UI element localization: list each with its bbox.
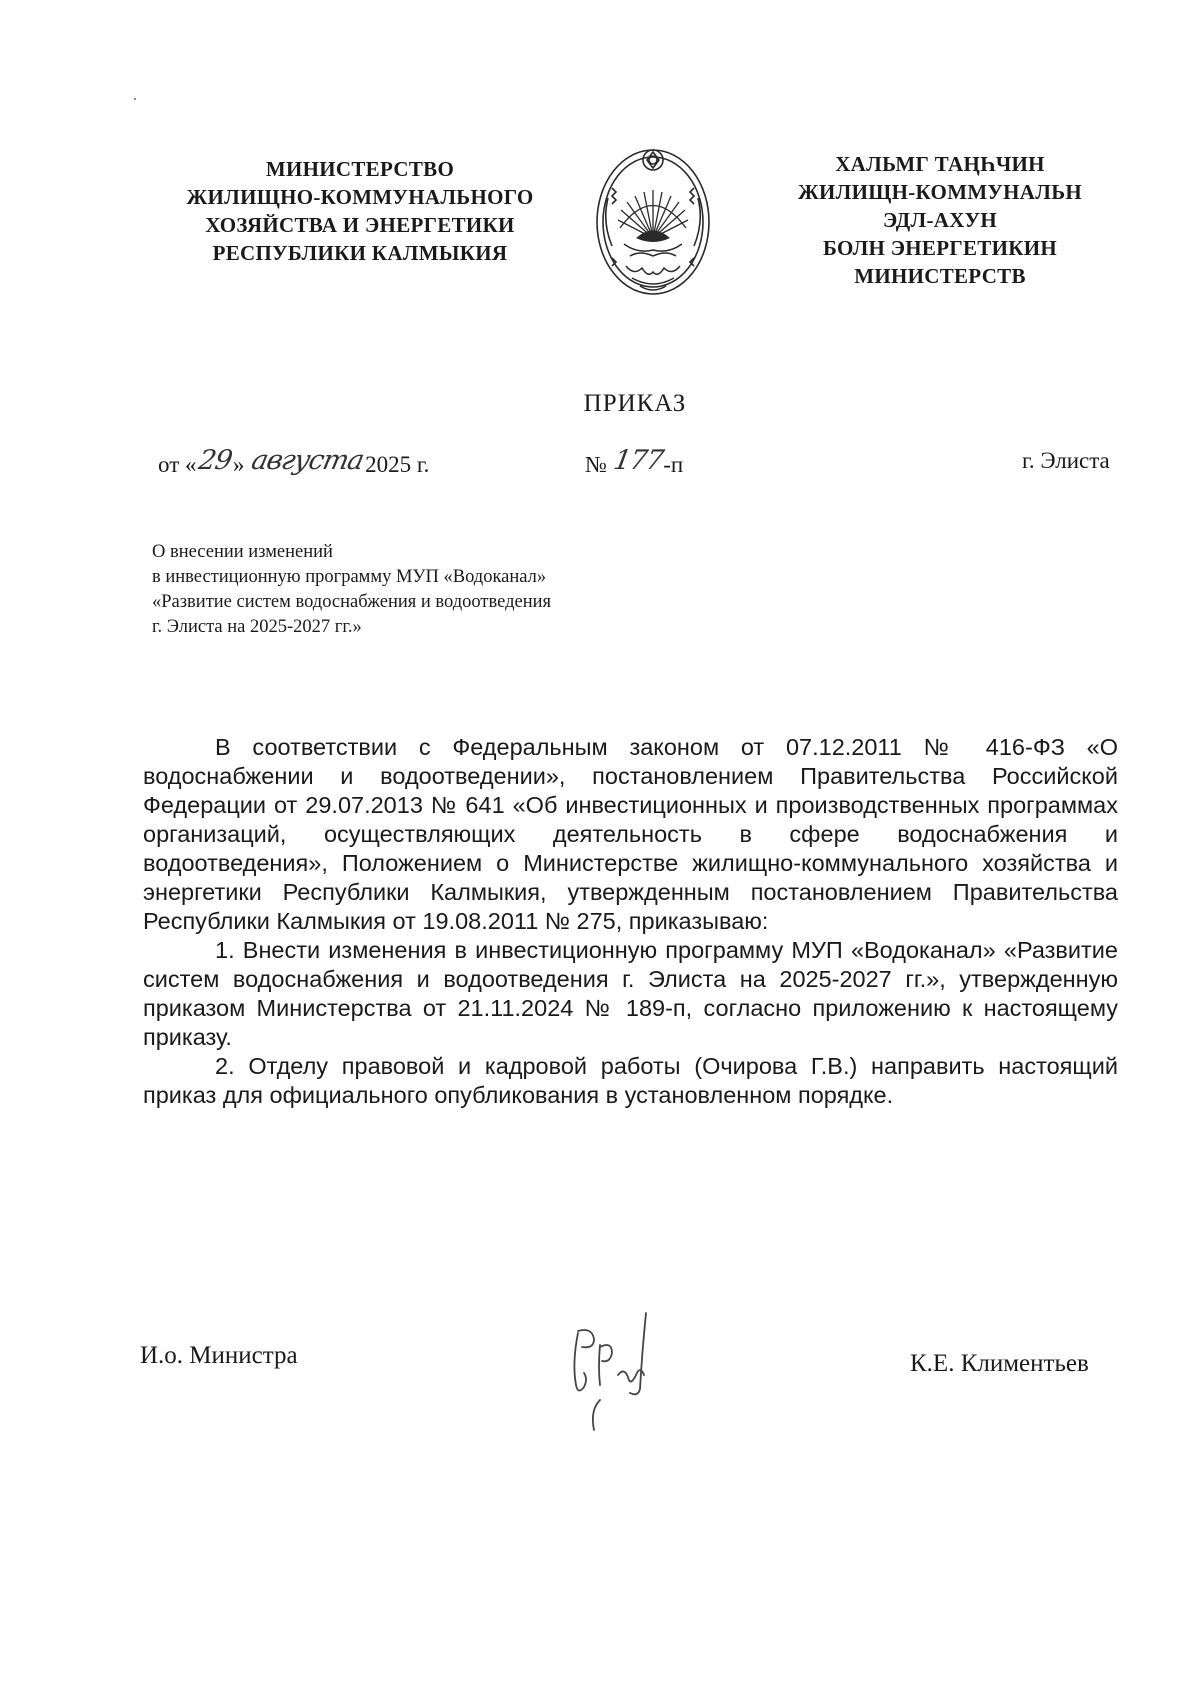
subject-line: в инвестиционную программу МУП «Водоканал» [152, 567, 547, 587]
date-suffix: 2025 г. [365, 452, 430, 477]
date-month: августа [248, 445, 367, 476]
header-right-line: ЭДЛ-АХУН [882, 208, 998, 232]
body-item-2: 2. Отделу правовой и кадровой работы (Очирова Г.В.) направить настоящий приказ для официального опубликования в установленном порядке. [143, 1053, 1118, 1108]
number-suffix: -п [663, 452, 684, 477]
date-prefix: от « [158, 452, 197, 477]
signature-icon [560, 1305, 670, 1435]
date-mid: » [232, 452, 251, 477]
header-left-line: РЕСПУБЛИКИ КАЛМЫКИЯ [212, 241, 508, 265]
order-date [158, 445, 430, 479]
header-right-line: ХАЛЬМГ ТАҢҺЧИН [835, 152, 1045, 176]
number-prefix: № [585, 452, 613, 477]
header-right-line: МИНИСТЕРСТВ [854, 264, 1026, 288]
order-subject [152, 540, 551, 640]
header-left-line: ХОЗЯЙСТВА И ЭНЕРГЕТИКИ [205, 213, 515, 237]
header-right-line: ЖИЛИЩН-КОММУНАЛЬН [797, 180, 1083, 204]
number-value: 177 [610, 445, 665, 476]
body-item-1: 1. Внести изменения в инвестиционную программу МУП «Водоканал» «Развитие систем водоснабжения и водоотведения г. Элиста на 2025-2027 гг.», утвержденную приказом Министерства от 21.11.2024 № 189-п, согласно приложению к настоящему приказу. [143, 937, 1118, 1050]
header-left-line: ЖИЛИЩНО-КОММУНАЛЬНОГО [186, 185, 534, 209]
order-number [585, 445, 684, 479]
header-right-line: БОЛН ЭНЕРГЕТИКИН [822, 236, 1058, 260]
subject-line: «Развитие систем водоснабжения и водоотведения [152, 592, 552, 612]
ministry-name-kalmyk [790, 150, 1090, 290]
scan-speck [134, 98, 136, 100]
order-body [143, 733, 1118, 1110]
header-left-line: МИНИСТЕРСТВО [265, 157, 455, 181]
date-day: 29 [195, 445, 234, 476]
subject-line: г. Элиста на 2025-2027 гг.» [152, 617, 362, 637]
signatory-name: К.Е. Климентьев [910, 1350, 1089, 1377]
subject-line: О внесении изменений [152, 542, 333, 562]
body-preamble: В соответствии с Федеральным законом от 07.12.2011 № 416-ФЗ «О водоснабжении и водоотведении», постановлением Правительства Российской Федерации от 29.07.2013 № 641 «Об инвестиционных и производственных программах организаций, осуществляющих деятельность в сфере водоснабжения и водоотведения», Положением о Министерстве жилищно-коммунального хозяйства и энергетики Республики Калмыкия, утвержденным постановлением Правительства Республики Калмыкия от 19.08.2011 № 275, приказываю: [143, 734, 1118, 934]
order-city: г. Элиста [1022, 448, 1110, 473]
ministry-name-russian [175, 155, 545, 267]
document-title: ПРИКАЗ [583, 390, 687, 417]
emblem-icon [590, 138, 716, 304]
signatory-role: И.о. Министра [140, 1342, 298, 1369]
